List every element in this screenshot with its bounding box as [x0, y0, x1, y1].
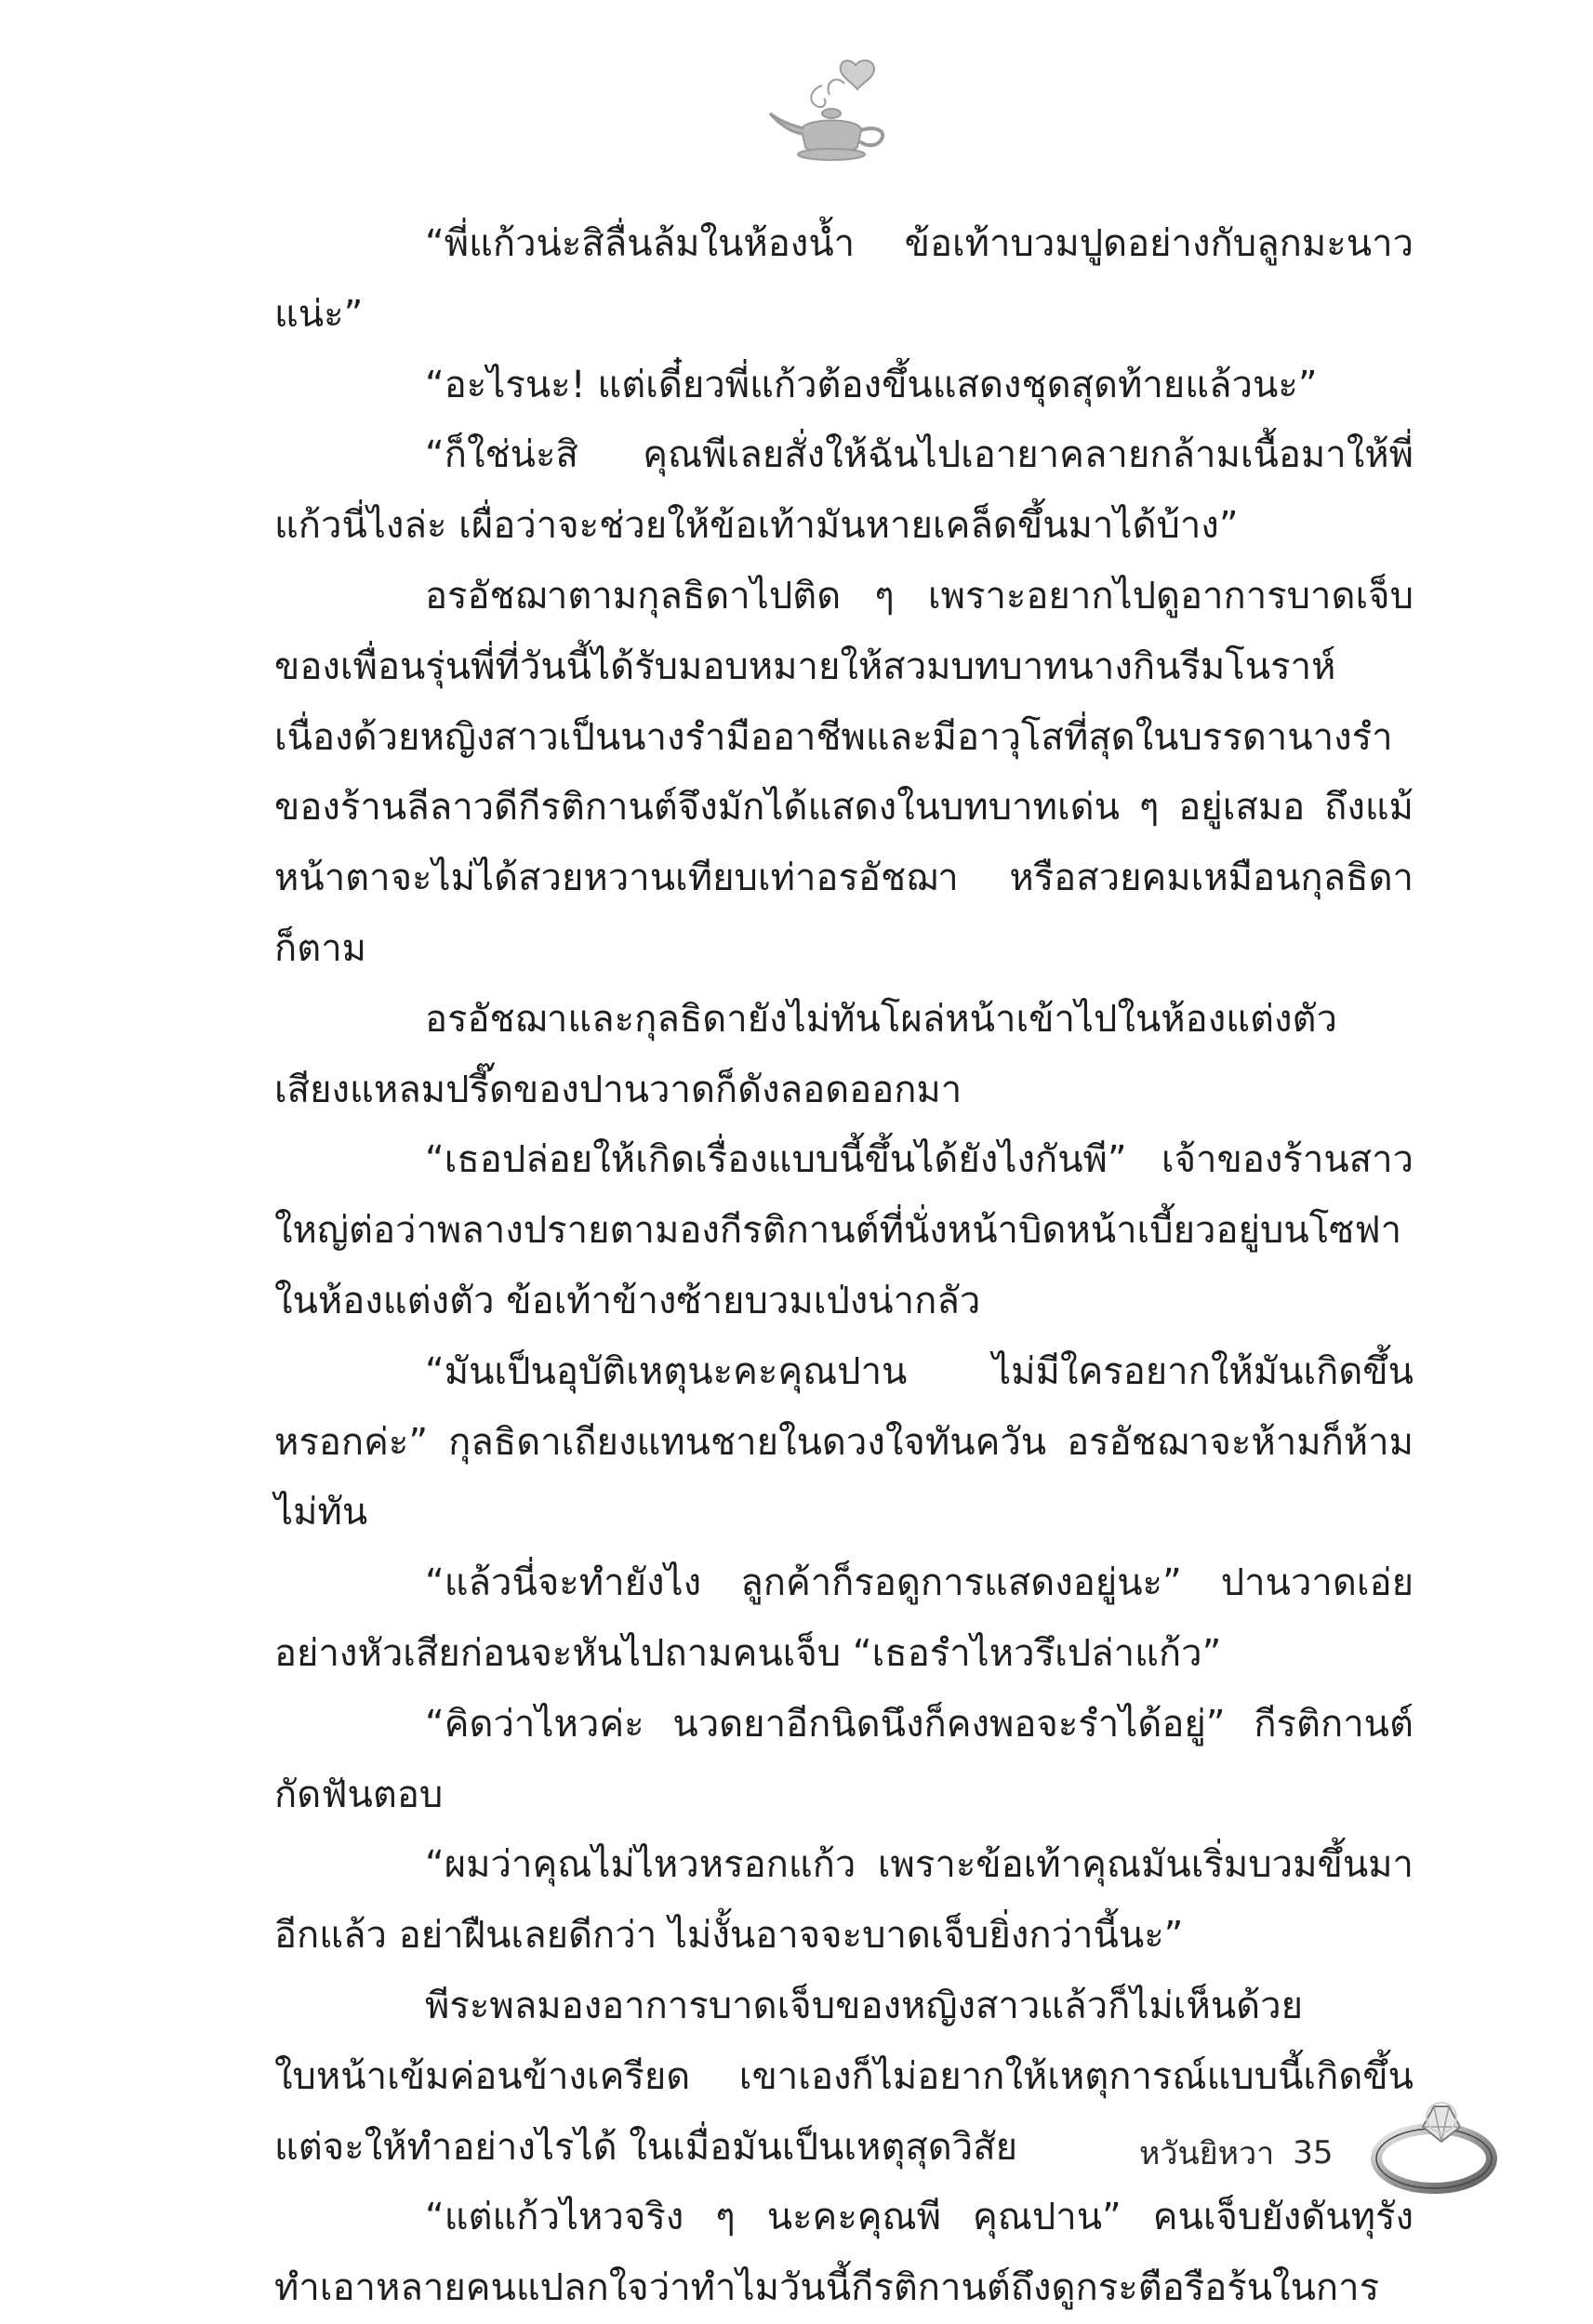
paragraph: “อะไรนะ! แต่เดี๋ยวพี่แก้วต้องขึ้นแสดงชุดสุดท้ายแล้วนะ”: [425, 363, 1318, 406]
paragraph: “ก็ใช่น่ะสิ คุณพีเลยสั่งให้ฉันไปเอายาคลายกล้ามเนื้อมาให้พี่แก้วนี่ไงล่ะ เผื่อว่าจะช่วยให้ข้อเท้ามันหายเคล็ดขึ้นมาได้บ้าง”: [274, 433, 1414, 548]
paragraph: “แต่แก้วไหวจริง ๆ นะคะคุณพี คุณปาน” คนเจ็บยังดันทุรังทำเอาหลายคนแปลกใจว่าทำไมวันนี้กีรติกานต์ถึงดูกระตือรือร้นในการ: [274, 2196, 1414, 2310]
teapot-with-heart-icon: [764, 58, 904, 169]
body-text: [274, 209, 1414, 2324]
book-title: หวันยิหวา: [1139, 2135, 1275, 2172]
paragraph: “ผมว่าคุณไม่ไหวหรอกแก้ว เพราะข้อเท้าคุณมันเริ่มบวมขึ้นมาอีกแล้ว อย่าฝืนเลยดีกว่า ไม่งั้นอาจจะบาดเจ็บยิ่งกว่านี้นะ”: [274, 1843, 1414, 1958]
paragraph: “เธอปล่อยให้เกิดเรื่องแบบนี้ขึ้นได้ยังไงกันพี” เจ้าของร้านสาวใหญ่ต่อว่าพลางปรายตามองกีรติกานต์ที่นั่งหน้าบิดหน้าเบี้ยวอยู่บนโซฟาในห้องแต่งตัว ข้อเท้าข้างซ้ายบวมเป่งน่ากลัว: [274, 1138, 1414, 1322]
paragraph: “แล้วนี่จะทำยังไง ลูกค้าก็รอดูการแสดงอยู่นะ” ปานวาดเอ่ยอย่างหัวเสียก่อนจะหันไปถามคนเจ็บ “เธอรำไหวรึเปล่าแก้ว”: [274, 1561, 1414, 1675]
page-number: 35: [1293, 2134, 1334, 2171]
paragraph: อรอัชฌาตามกุลธิดาไปติด ๆ เพราะอยากไปดูอาการบาดเจ็บของเพื่อนรุ่นพี่ที่วันนี้ได้รับมอบหมายให้สวมบทบาทนางกินรีมโนราห์ เนื่องด้วยหญิงสาวเป็นนางรำมืออาชีพและมีอาวุโสที่สุดในบรรดานางรำของร้านลีลาวดีกีรติกานต์จึงมักได้แสดงในบทบาทเด่น ๆ อยู่เสมอ ถึงแม้หน้าตาจะไม่ได้สวยหวานเทียบเท่าอรอัชฌา หรือสวยคมเหมือนกุลธิดาก็ตาม: [274, 574, 1414, 970]
paragraph: “มันเป็นอุบัติเหตุนะคะคุณปาน ไม่มีใครอยากให้มันเกิดขึ้นหรอกค่ะ” กุลธิดาเถียงแทนชายในดวงใจทันควัน อรอัชฌาจะห้ามก็ห้ามไม่ทัน: [274, 1349, 1414, 1534]
diamond-ring-icon: [1367, 2069, 1507, 2199]
paragraph: “พี่แก้วน่ะสิลื่นล้มในห้องน้ำ ข้อเท้าบวมปูดอย่างกับลูกมะนาวแน่ะ”: [274, 222, 1414, 336]
page-footer: [1139, 2125, 1334, 2181]
paragraph: พีระพลมองอาการบาดเจ็บของหญิงสาวแล้วก็ไม่เห็นด้วย ใบหน้าเข้มค่อนข้างเครียด เขาเองก็ไม่อยากให้เหตุการณ์แบบนี้เกิดขึ้น แต่จะให้ทำอย่างไรได้ ในเมื่อมันเป็นเหตุสุดวิสัย: [274, 1984, 1414, 2169]
paragraph: อรอัชฌาและกุลธิดายังไม่ทันโผล่หน้าเข้าไปในห้องแต่งตัว เสียงแหลมปรี๊ดของปานวาดก็ดังลอดออกมา: [274, 997, 1337, 1111]
paragraph: “คิดว่าไหวค่ะ นวดยาอีกนิดนึงก็คงพอจะรำได้อยู่” กีรติกานต์กัดฟันตอบ: [274, 1702, 1414, 1816]
